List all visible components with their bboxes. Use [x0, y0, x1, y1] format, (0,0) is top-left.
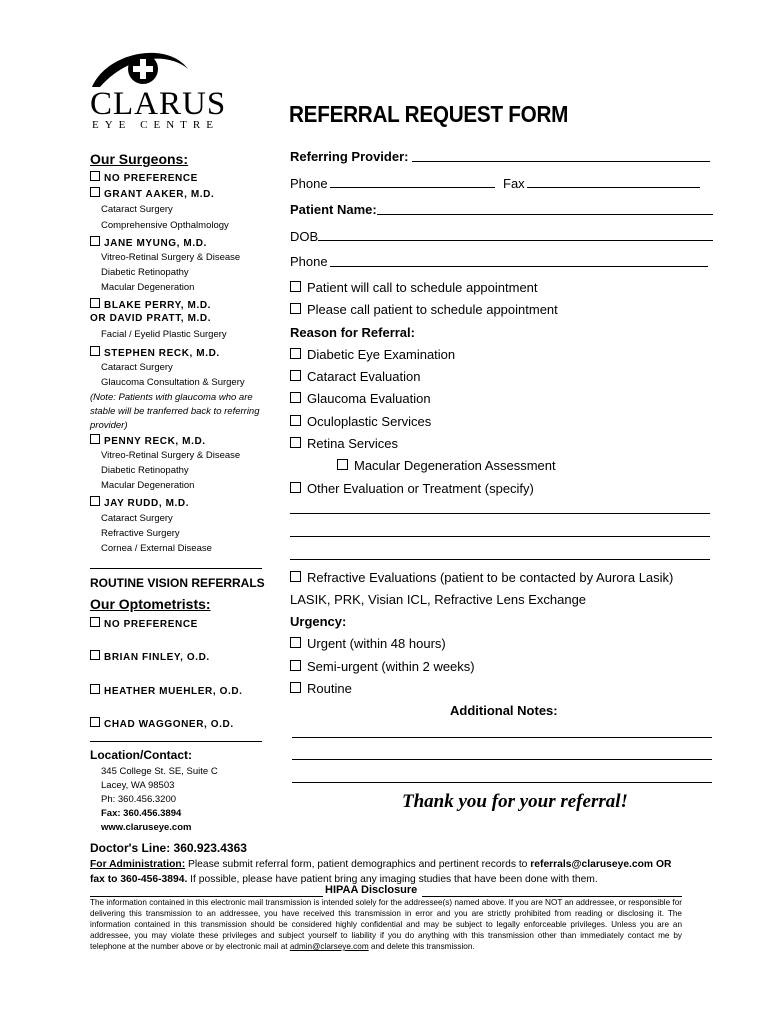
patient-name-field[interactable]	[377, 214, 713, 215]
reason-oculoplastic[interactable]: Oculoplastic Services	[290, 414, 431, 429]
divider	[90, 741, 262, 742]
thank-you-message: Thank you for your referral!	[402, 791, 628, 812]
reason-heading: Reason for Referral:	[290, 325, 415, 340]
urgency-heading: Urgency:	[290, 614, 347, 629]
hipaa-end: and delete this transmission.	[368, 942, 475, 951]
additional-notes-label: Additional Notes:	[450, 703, 558, 718]
hipaa-heading: HIPAA Disclosure	[325, 884, 418, 896]
notes-line-2[interactable]	[292, 759, 712, 760]
checkbox-icon[interactable]	[290, 571, 301, 582]
checkbox-icon[interactable]	[290, 437, 301, 448]
logo-name: CLARUS	[90, 86, 227, 122]
hipaa-disclosure-text	[90, 897, 682, 952]
reason-diabetic[interactable]: Diabetic Eye Examination	[290, 347, 455, 362]
location-fax: Fax: 360.456.3894	[101, 808, 182, 819]
specialty-text: Vitreo-Retinal Surgery & Disease	[101, 450, 241, 461]
checkbox-icon[interactable]	[290, 637, 301, 648]
checkbox-icon[interactable]	[90, 171, 100, 181]
urgency-urgent[interactable]: Urgent (within 48 hours)	[290, 636, 446, 651]
provider-phone-label: Phone	[290, 176, 328, 191]
location-website: www.claruseye.com	[101, 822, 192, 833]
other-specify-line-2[interactable]	[290, 536, 710, 537]
checkbox-icon[interactable]	[290, 415, 301, 426]
routine-heading: ROUTINE VISION REFERRALS	[90, 576, 265, 590]
reason-cataract[interactable]: Cataract Evaluation	[290, 369, 420, 384]
provider-fax-field[interactable]	[527, 187, 700, 188]
specialty-text: Cornea / External Disease	[101, 543, 212, 554]
surgeon-jay-rudd[interactable]: JAY RUDD, M.D.	[90, 496, 189, 509]
hipaa-body: The information contained in this electronic mail transmission is intended solely for the addressee(s) named above. If you are NOT an addressee, or responsible for delivering this transmission to an addressee, you have received this transmission in error and you are strictly prohibited from reading or disclosing it. The information contained in this transmission should be considered highly confidential and may be subject to legally enforceable privileges. Unless you are an addressee, you may violate these privileges and subject yourself to liability if you do anything with this transmission other than immediately contact me by telephone at the number above or by electronic mail at	[90, 898, 682, 951]
surgeon-penny-reck[interactable]: PENNY RECK, M.D.	[90, 434, 206, 447]
reason-retina[interactable]: Retina Services	[290, 436, 398, 451]
specialty-text: Refractive Surgery	[101, 528, 180, 539]
reason-glaucoma[interactable]: Glaucoma Evaluation	[290, 391, 431, 406]
admin-email[interactable]: referrals@claruseye.com OR	[530, 859, 672, 870]
checkbox-icon[interactable]	[90, 236, 100, 246]
checkbox-icon[interactable]	[290, 482, 301, 493]
location-phone: Ph: 360.456.3200	[101, 794, 177, 805]
specialty-text: Diabetic Retinopathy	[101, 267, 189, 278]
surgeon-blake-perry[interactable]: BLAKE PERRY, M.D.	[90, 298, 211, 311]
provider-phone-field[interactable]	[330, 187, 495, 188]
admin-instructions	[90, 857, 690, 887]
address-line: Lacey, WA 98503	[101, 780, 175, 791]
specialty-text: Comprehensive Opthalmology	[101, 220, 229, 231]
checkbox-icon[interactable]	[290, 303, 301, 314]
logo-subtitle: EYE CENTRE	[92, 119, 219, 131]
surgeon-grant-aaker[interactable]: GRANT AAKER, M.D.	[90, 187, 214, 200]
admin-text: Please submit referral form, patient demographics and pertinent records to	[185, 859, 531, 870]
form-title: REFERRAL REQUEST FORM	[289, 101, 569, 127]
surgeon-jane-myung[interactable]: JANE MYUNG, M.D.	[90, 236, 207, 249]
checkbox-icon[interactable]	[290, 370, 301, 381]
surgeon-stephen-reck[interactable]: STEPHEN RECK, M.D.	[90, 346, 220, 359]
specialty-text: Macular Degeneration	[101, 282, 195, 293]
checkbox-icon[interactable]	[337, 459, 348, 470]
checkbox-icon[interactable]	[90, 346, 100, 356]
specialty-text: Vitreo-Retinal Surgery & Disease	[101, 252, 241, 263]
optometrists-heading: Our Optometrists:	[90, 596, 211, 612]
checkbox-icon[interactable]	[90, 717, 100, 727]
address-line: 345 College St. SE, Suite C	[101, 766, 218, 777]
optometrist-brian-finley[interactable]: BRIAN FINLEY, O.D.	[90, 650, 210, 663]
checkbox-icon[interactable]	[90, 434, 100, 444]
doctors-line: Doctor's Line: 360.923.4363	[90, 841, 247, 855]
reason-other[interactable]: Other Evaluation or Treatment (specify)	[290, 481, 534, 496]
specialty-text: Cataract Surgery	[101, 513, 173, 524]
checkbox-icon[interactable]	[90, 684, 100, 694]
patient-phone-field[interactable]	[330, 266, 708, 267]
specialty-text: Facial / Eyelid Plastic Surgery	[101, 329, 227, 340]
checkbox-icon[interactable]	[290, 682, 301, 693]
urgency-routine[interactable]: Routine	[290, 681, 352, 696]
dob-field[interactable]	[318, 240, 713, 241]
specialty-text: Diabetic Retinopathy	[101, 465, 189, 476]
reason-macular[interactable]: Macular Degeneration Assessment	[337, 458, 556, 473]
provider-fax-label: Fax	[503, 176, 525, 191]
glaucoma-note: (Note: Patients with glaucoma who are stable will be tranferred back to referring provider)	[90, 392, 260, 431]
admin-text-2: If possible, please have patient bring any imaging studies that have been done with them.	[187, 874, 598, 885]
checkbox-icon[interactable]	[290, 281, 301, 292]
notes-line-3[interactable]	[292, 782, 712, 783]
urgency-semi-urgent[interactable]: Semi-urgent (within 2 weeks)	[290, 659, 475, 674]
surgeon-no-preference[interactable]: NO PREFERENCE	[90, 171, 198, 184]
surgeon-david-pratt: OR DAVID PRATT, M.D.	[90, 313, 212, 324]
patient-name-label: Patient Name:	[290, 202, 377, 217]
notes-line-1[interactable]	[292, 737, 712, 738]
checkbox-icon[interactable]	[290, 392, 301, 403]
specialty-text: Glaucoma Consultation & Surgery	[101, 377, 245, 388]
reason-refractive[interactable]: Refractive Evaluations (patient to be contacted by Aurora Lasik)	[290, 570, 673, 585]
checkbox-icon[interactable]	[90, 496, 100, 506]
optometrist-heather-muehler[interactable]: HEATHER MUEHLER, O.D.	[90, 684, 243, 697]
checkbox-icon[interactable]	[90, 298, 100, 308]
checkbox-icon[interactable]	[290, 348, 301, 359]
checkbox-icon[interactable]	[90, 617, 100, 627]
clarus-logo-icon	[90, 47, 190, 89]
surgeons-heading: Our Surgeons:	[90, 151, 189, 167]
checkbox-icon[interactable]	[90, 187, 100, 197]
dob-label: DOB	[290, 229, 319, 244]
admin-fax: fax to 360-456-3894.	[90, 874, 188, 885]
checkbox-icon[interactable]	[290, 660, 301, 671]
specialty-text: Cataract Surgery	[101, 362, 173, 373]
refractive-procedures: LASIK, PRK, Visian ICL, Refractive Lens Exchange	[290, 592, 587, 607]
hipaa-email-link[interactable]: admin@clarseye.com	[289, 942, 369, 951]
referring-provider-label: Referring Provider:	[290, 149, 409, 164]
admin-label: For Administration:	[90, 859, 186, 870]
specialty-text: Cataract Surgery	[101, 204, 173, 215]
checkbox-icon[interactable]	[90, 650, 100, 660]
referring-provider-field[interactable]	[412, 161, 710, 162]
patient-phone-label: Phone	[290, 254, 328, 269]
option-please-call[interactable]: Please call patient to schedule appointment	[290, 302, 558, 317]
optometrist-chad-waggoner[interactable]: CHAD WAGGONER, O.D.	[90, 717, 234, 730]
other-specify-line-1[interactable]	[290, 513, 710, 514]
divider	[90, 568, 262, 569]
location-heading: Location/Contact:	[90, 748, 192, 762]
optometrist-no-preference[interactable]: NO PREFERENCE	[90, 617, 198, 630]
other-specify-line-3[interactable]	[290, 559, 710, 560]
option-patient-will-call[interactable]: Patient will call to schedule appointment	[290, 280, 538, 295]
specialty-text: Macular Degeneration	[101, 480, 195, 491]
